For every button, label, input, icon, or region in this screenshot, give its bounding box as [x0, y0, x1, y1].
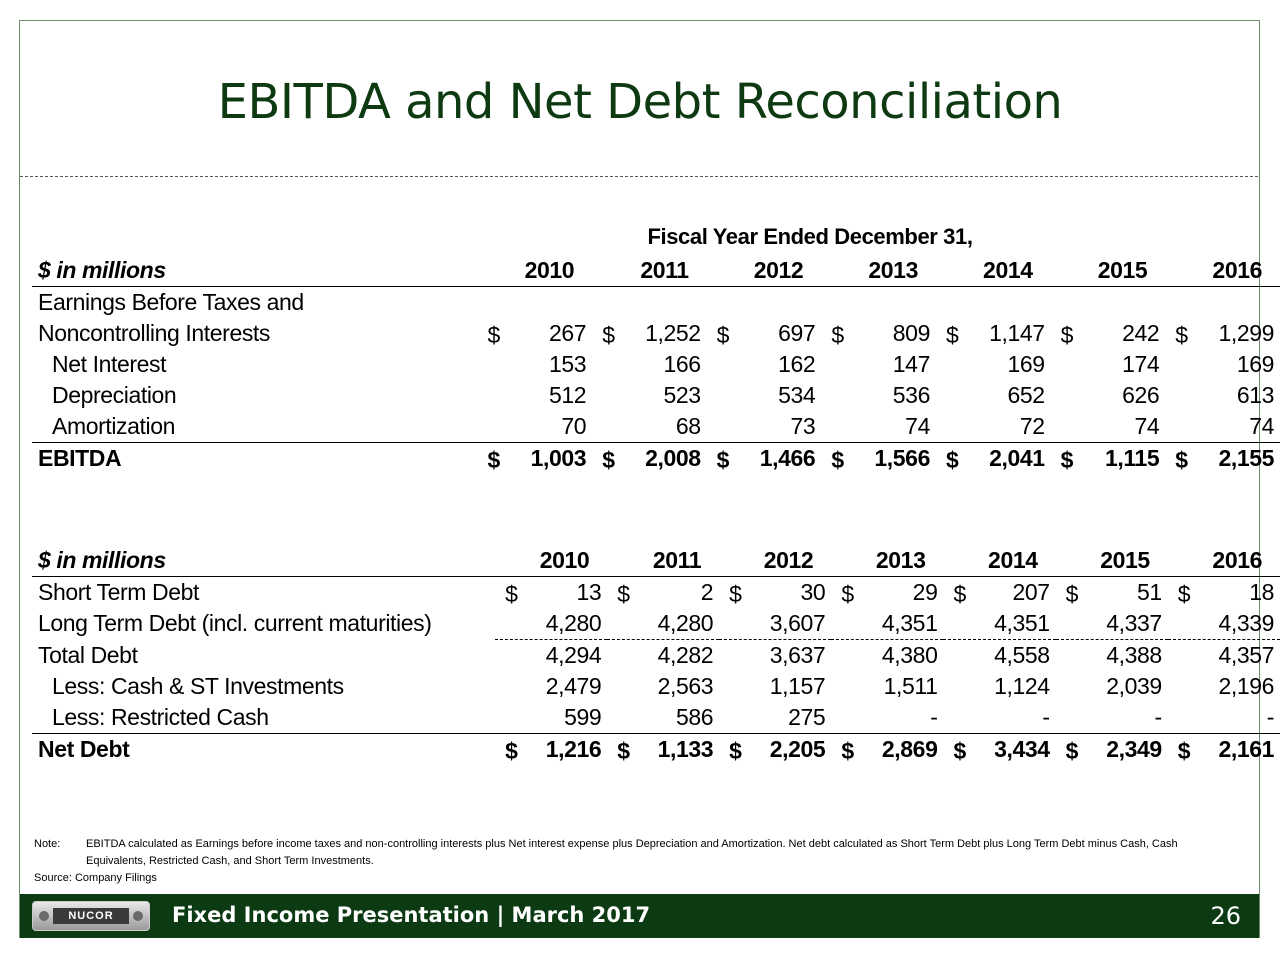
units-label: $ in millions	[32, 254, 478, 287]
value: 4,388	[1106, 642, 1162, 668]
value-cell	[607, 702, 719, 734]
value-cell	[707, 318, 822, 349]
currency-symbol: $	[716, 447, 730, 473]
value-cell	[592, 411, 706, 443]
value: 652	[1007, 382, 1045, 408]
year-header: 2010	[495, 544, 607, 577]
value-cell	[831, 671, 943, 702]
value: 536	[892, 382, 930, 408]
note-text: EBITDA calculated as Earnings before income taxes and non-controlling interests plus Net interest expense plus Depreciation and Amortization. Net debt calculated as Short Term Debt plus Long Term Debt minus Cash, Cash Equivalents, Restricted Cash, and Short Term Investments.	[86, 838, 1178, 867]
value-cell	[1168, 671, 1280, 702]
value-cell	[936, 318, 1051, 349]
value-cell	[707, 287, 822, 319]
value-cell	[592, 443, 706, 475]
value: 275	[788, 704, 826, 730]
net-debt-header-row	[32, 544, 1280, 577]
value: 1,157	[769, 673, 826, 699]
value-cell	[478, 443, 593, 475]
table-row	[32, 318, 1280, 349]
row-label: Earnings Before Taxes and	[38, 289, 304, 315]
value: 4,294	[545, 642, 602, 668]
value-cell	[1051, 349, 1166, 380]
year-header: 2012	[719, 544, 831, 577]
year-header: 2013	[831, 544, 943, 577]
currency-symbol: $	[1065, 738, 1079, 764]
value-cell	[1056, 671, 1168, 702]
value: 2,155	[1218, 445, 1274, 471]
row-label: Total Debt	[38, 641, 138, 668]
value: 626	[1122, 382, 1160, 408]
row-label: Net Interest	[52, 351, 167, 377]
ebitda-body	[32, 287, 1280, 475]
year-header: 2011	[607, 544, 719, 577]
value: 1,133	[657, 736, 714, 762]
value: 512	[549, 382, 587, 408]
value: 4,351	[994, 610, 1050, 636]
value: 1,115	[1104, 445, 1160, 471]
value-cell	[1056, 734, 1168, 766]
value-cell	[719, 608, 831, 640]
nucor-logo	[32, 901, 150, 931]
footer-bar	[20, 894, 1259, 938]
fiscal-year-caption: Fiscal Year Ended December 31,	[647, 224, 973, 249]
year-header: 2015	[1051, 254, 1166, 287]
value-cell	[1168, 577, 1280, 609]
value: 534	[778, 382, 816, 408]
year-header: 2014	[936, 254, 1051, 287]
value: 2,563	[657, 673, 714, 699]
value: 267	[549, 320, 587, 346]
units-label: $ in millions	[32, 544, 495, 577]
value-cell	[478, 318, 593, 349]
value-cell	[831, 577, 943, 609]
value-cell	[831, 702, 943, 734]
value: 166	[663, 351, 701, 377]
currency-symbol: $	[1175, 447, 1188, 473]
value: 2	[700, 579, 714, 605]
value: 2,161	[1218, 736, 1274, 762]
currency-symbol: $	[602, 447, 615, 473]
net-debt-body	[32, 577, 1280, 766]
value: -	[1154, 704, 1162, 730]
table-row	[32, 287, 1280, 319]
value: 613	[1236, 382, 1274, 408]
value: 74	[1249, 413, 1274, 439]
value: 242	[1122, 320, 1160, 346]
title-divider	[20, 176, 1258, 177]
value: 1,003	[530, 445, 587, 471]
value: 30	[800, 579, 826, 605]
value: 162	[778, 351, 816, 377]
table-row	[32, 734, 1280, 766]
value-cell	[1056, 702, 1168, 734]
value: 2,479	[545, 673, 602, 699]
currency-symbol: $	[505, 581, 518, 607]
value: 13	[576, 579, 602, 605]
value: 1,252	[645, 320, 701, 346]
currency-symbol: $	[953, 581, 966, 607]
value-cell	[1051, 443, 1166, 475]
value-cell	[1168, 608, 1280, 640]
value: 2,041	[989, 445, 1045, 471]
currency-symbol: $	[1060, 322, 1074, 348]
net-debt-table	[32, 544, 1280, 765]
currency-symbol: $	[1060, 447, 1074, 473]
value: 1,124	[994, 673, 1050, 699]
value: 2,349	[1106, 736, 1162, 762]
value: 599	[564, 704, 602, 730]
value: 4,282	[657, 642, 714, 668]
source-line: Source: Company Filings	[34, 872, 157, 884]
table-row	[32, 411, 1280, 443]
value: -	[930, 704, 938, 730]
value-cell	[478, 349, 593, 380]
value-cell	[1051, 411, 1166, 443]
value: 207	[1012, 579, 1050, 605]
table-row	[32, 577, 1280, 609]
value-cell	[1056, 577, 1168, 609]
value: 153	[549, 351, 587, 377]
table-row	[32, 671, 1280, 702]
value-cell	[592, 318, 706, 349]
value-cell	[943, 577, 1055, 609]
table-row	[32, 702, 1280, 734]
value-cell	[936, 380, 1051, 411]
value-cell	[478, 287, 593, 319]
value-cell	[943, 671, 1055, 702]
value: 2,008	[645, 445, 701, 471]
logo-text: NUCOR	[53, 908, 129, 924]
value-cell	[1051, 380, 1166, 411]
value-cell	[943, 640, 1055, 672]
year-header: 2010	[478, 254, 593, 287]
value-cell	[831, 608, 943, 640]
value: 4,558	[994, 642, 1050, 668]
row-label: Long Term Debt (incl. current maturities)	[38, 610, 432, 637]
value: 4,357	[1218, 642, 1274, 668]
value-cell	[495, 734, 607, 766]
value: 4,337	[1106, 610, 1162, 636]
currency-symbol: $	[729, 581, 742, 607]
value-cell	[1165, 411, 1280, 443]
value-cell	[707, 380, 822, 411]
value-cell	[707, 349, 822, 380]
currency-symbol: $	[1175, 322, 1188, 348]
currency-symbol: $	[831, 447, 844, 473]
page-number: 26	[1210, 902, 1241, 930]
value-cell	[607, 577, 719, 609]
value-cell	[607, 640, 719, 672]
table-row	[32, 443, 1280, 475]
currency-symbol: $	[716, 322, 730, 348]
year-header: 2013	[821, 254, 936, 287]
value-cell	[719, 671, 831, 702]
year-header: 2016	[1168, 544, 1280, 577]
currency-symbol: $	[831, 322, 844, 348]
ebitda-table	[32, 254, 1280, 474]
value-cell	[821, 411, 936, 443]
currency-symbol: $	[1177, 581, 1191, 607]
value-cell	[821, 443, 936, 475]
currency-symbol: $	[841, 738, 854, 764]
ebitda-header-row	[32, 254, 1280, 287]
value: 523	[663, 382, 701, 408]
value-cell	[943, 702, 1055, 734]
year-header: 2016	[1165, 254, 1280, 287]
value: 809	[892, 320, 930, 346]
value: -	[1042, 704, 1050, 730]
value-cell	[478, 411, 593, 443]
value-cell	[707, 411, 822, 443]
row-label: Short Term Debt	[38, 579, 200, 605]
value: 51	[1136, 579, 1162, 605]
currency-symbol: $	[602, 322, 615, 348]
value: 74	[905, 413, 930, 439]
row-label: EBITDA	[38, 445, 122, 471]
currency-symbol: $	[1177, 738, 1191, 764]
value-cell	[478, 380, 593, 411]
footer-title: Fixed Income Presentation | March 2017	[172, 903, 651, 927]
value-cell	[831, 734, 943, 766]
value: 4,380	[881, 642, 938, 668]
row-label: Net Debt	[38, 736, 130, 762]
year-header: 2015	[1056, 544, 1168, 577]
value-cell	[936, 349, 1051, 380]
value: 174	[1122, 351, 1160, 377]
row-label: Less: Restricted Cash	[32, 702, 495, 734]
value-cell	[943, 734, 1055, 766]
value: 169	[1007, 351, 1045, 377]
value: 3,637	[769, 642, 826, 668]
value: 697	[778, 320, 816, 346]
year-header: 2012	[707, 254, 822, 287]
value-cell	[495, 671, 607, 702]
slide-title: EBITDA and Net Debt Reconciliation	[217, 74, 1063, 130]
currency-symbol: $	[617, 581, 630, 607]
year-header: 2011	[592, 254, 706, 287]
value: 2,205	[769, 736, 826, 762]
row-label: Depreciation	[52, 382, 177, 408]
value: 4,280	[545, 610, 602, 636]
value-cell	[592, 380, 706, 411]
value: 70	[561, 413, 587, 439]
value-cell	[936, 411, 1051, 443]
value: 1,147	[989, 320, 1045, 346]
value-cell	[831, 640, 943, 672]
logo-bolt-icon	[133, 911, 143, 921]
value-cell	[495, 608, 607, 640]
currency-symbol: $	[945, 322, 959, 348]
row-label: Noncontrolling Interests	[38, 320, 271, 346]
value-cell	[495, 577, 607, 609]
value-cell	[607, 671, 719, 702]
value: 2,869	[881, 736, 938, 762]
value: 72	[1019, 413, 1045, 439]
year-header: 2014	[943, 544, 1055, 577]
value: 147	[892, 351, 930, 377]
value: 2,039	[1106, 673, 1162, 699]
value-cell	[607, 608, 719, 640]
value-cell	[592, 287, 706, 319]
value-cell	[1051, 287, 1166, 319]
value-cell	[719, 577, 831, 609]
value-cell	[936, 443, 1051, 475]
value-cell	[707, 443, 822, 475]
currency-symbol: $	[487, 322, 500, 348]
value: 586	[675, 704, 714, 730]
note-label: Note:	[34, 838, 61, 850]
value: 3,607	[769, 610, 826, 636]
value-cell	[1056, 640, 1168, 672]
value-cell	[495, 640, 607, 672]
value-cell	[1165, 349, 1280, 380]
table-row	[32, 380, 1280, 411]
footnote	[34, 836, 1234, 887]
value: 4,280	[657, 610, 714, 636]
value: -	[1266, 704, 1274, 730]
value: 3,434	[994, 736, 1050, 762]
value-cell	[1165, 318, 1280, 349]
value: 4,351	[881, 610, 938, 636]
value-cell	[592, 349, 706, 380]
currency-symbol: $	[729, 738, 742, 764]
value-cell	[719, 702, 831, 734]
value: 73	[790, 413, 816, 439]
currency-symbol: $	[487, 447, 500, 473]
value-cell	[821, 349, 936, 380]
value-cell	[1165, 380, 1280, 411]
value: 1,566	[874, 445, 930, 471]
value: 1,299	[1218, 320, 1274, 346]
currency-symbol: $	[1065, 581, 1079, 607]
row-label: Less: Cash & ST Investments	[52, 673, 344, 699]
value: 1,466	[759, 445, 816, 471]
value-cell	[1168, 640, 1280, 672]
value: 29	[912, 579, 938, 605]
currency-symbol: $	[841, 581, 854, 607]
value-cell	[719, 734, 831, 766]
table-row	[32, 349, 1280, 380]
value: 2,196	[1218, 673, 1274, 699]
value-cell	[495, 702, 607, 734]
value-cell	[607, 734, 719, 766]
value: 169	[1236, 351, 1274, 377]
value-cell	[943, 608, 1055, 640]
value-cell	[1165, 287, 1280, 319]
logo-bolt-icon	[39, 911, 49, 921]
value-cell	[1168, 734, 1280, 766]
row-label: Amortization	[32, 411, 478, 443]
value-cell	[821, 318, 936, 349]
value-cell	[719, 640, 831, 672]
value-cell	[821, 380, 936, 411]
table-row	[32, 608, 1280, 640]
currency-symbol: $	[505, 738, 518, 764]
currency-symbol: $	[617, 738, 630, 764]
value-cell	[1051, 318, 1166, 349]
value: 68	[675, 413, 701, 439]
value-cell	[1165, 443, 1280, 475]
value: 18	[1249, 579, 1274, 605]
currency-symbol: $	[945, 447, 959, 473]
value: 4,339	[1218, 610, 1274, 636]
value: 1,511	[883, 673, 938, 699]
slide-frame	[19, 20, 1260, 938]
value-cell	[1168, 702, 1280, 734]
currency-symbol: $	[953, 738, 966, 764]
value-cell	[1056, 608, 1168, 640]
value: 1,216	[545, 736, 602, 762]
value: 74	[1134, 413, 1160, 439]
value-cell	[936, 287, 1051, 319]
value-cell	[821, 287, 936, 319]
table-row	[32, 640, 1280, 672]
